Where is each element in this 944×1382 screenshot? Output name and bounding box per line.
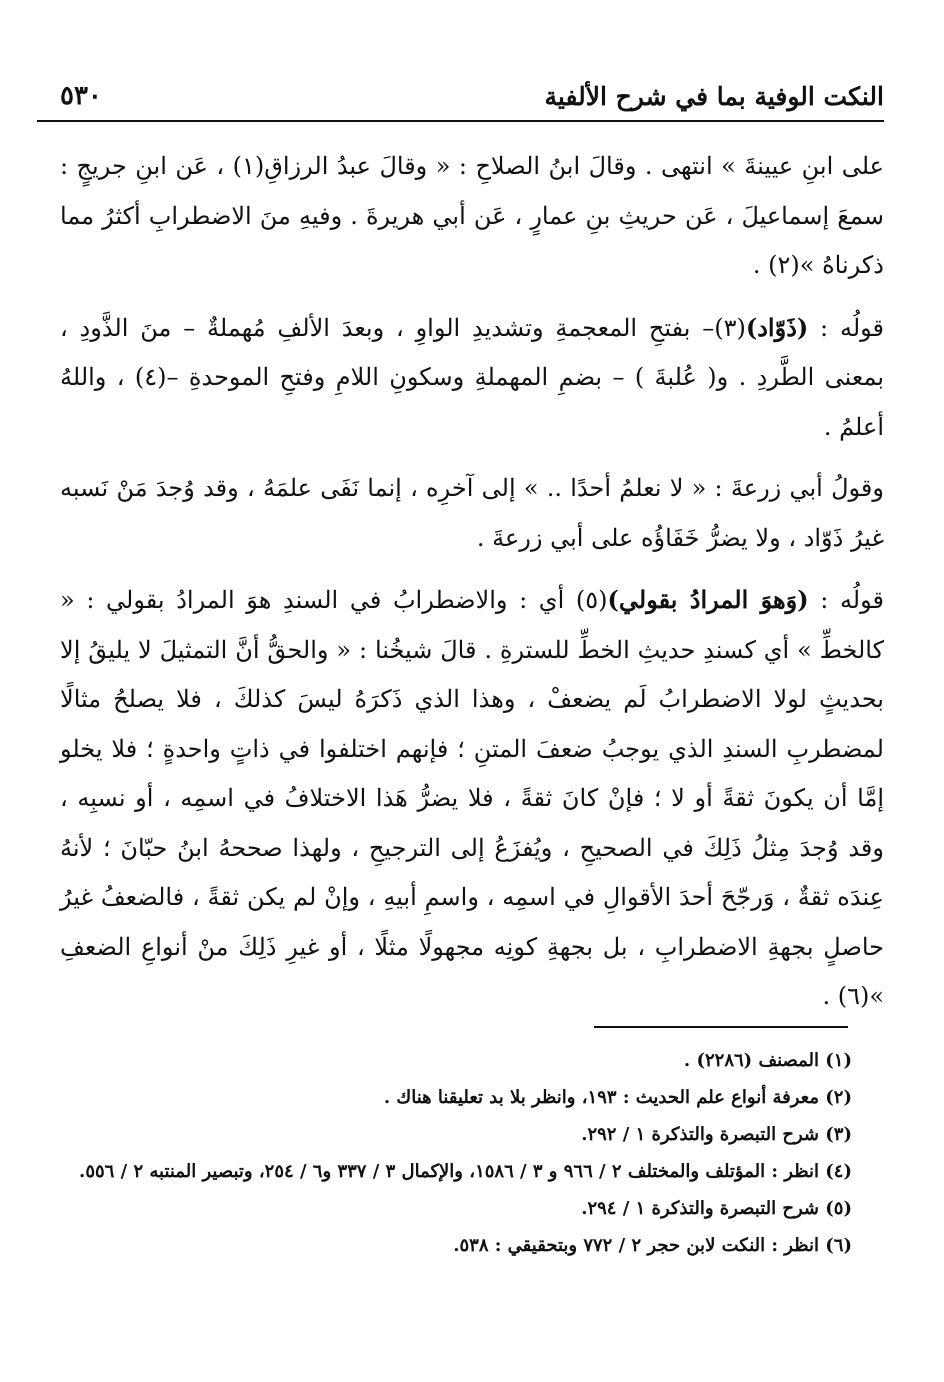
text-line: (٥) أي : والاضطرابُ في السندِ هوَ المرادُ بقولي :	[86, 586, 608, 614]
footnote-5: (٥) شرح التبصرة والتذكرة ١ / ٢٩٤.	[581, 1198, 852, 1219]
text-line: وقولُ أبي زرعةَ : « لا نعلمُ أحدًا .. » إلى آخرِه ، إنما نَفَى علمَهُ ، وقد وُجدَ مَنْ	[116, 474, 884, 502]
text-line: « كالخطِّ » أي كسندِ حديثِ الخطِّ للسترةِ . قالَ شيخُنا : « والحقُّ أنَّ التمثيلَ لا يليقُ إلا	[60, 586, 884, 664]
text-line: على ابنِ عيينةَ » انتهى . وقالَ ابنُ الصلاحِ : « وقالَ عبدُ الرزاقِ(١) ، عَن ابنِ جريجٍ :	[60, 152, 885, 180]
header-rule	[37, 120, 884, 122]
text-line: سمعَ إسماعيلَ ، عَن حريثِ بنِ عمارٍ ، عَن أبي هريرةَ . وفيهِ منَ الاضطرابِ أكثرُ مما	[60, 201, 884, 230]
footnote-3: (٣) شرح التبصرة والتذكرة ١ / ٢٩٢.	[581, 1124, 852, 1145]
text-line: ذكرناهُ »(٢) .	[752, 251, 884, 279]
footnote-4: (٤) انظر : المؤتلف والمختلف ٢ / ٩٦٦ و ٣ / ١٥٨٦، والإكمال ٣ / ٣٣٧ و٦ / ٢٥٤، وتبصير المنتبه ٢ / ٥٥٦.	[79, 1161, 852, 1182]
paragraph-4	[60, 575, 884, 1022]
text-line: واللهُ أعلمُ .	[60, 363, 884, 441]
text-line: بحديثٍ لولا الاضطرابُ لَم يضعفْ ، وهذا الذي ذَكرَهُ ليسَ كذلكَ ، فلا يصلحُ مثالًا	[60, 685, 884, 713]
text-line: وُجدَ مِثلُ ذَلِكَ في الصحيحِ ، ويُفزَعُ إلى الترجيحِ ، ولهذا صححهُ ابنُ حبّانَ ؛ لأنهُ عِندَه	[60, 833, 884, 911]
lead-text: قولُه :	[808, 313, 885, 342]
page-number: ٥٣٠	[60, 81, 102, 111]
main-text	[60, 142, 884, 1034]
text-line: إمَّا أن يكونَ ثقةً أو لا ؛ فإنْ كانَ ثقةً ، فلا يضرُّ هَذا الاختلافُ في اسمِه ، أو نسبِه ، وقد	[60, 784, 884, 862]
footnote-rule	[594, 1026, 848, 1028]
text-line: ثقةٌ ، وَرجّحَ أحدَ الأقوالِ في اسمِه ، واسمِ أبيهِ ، وإنْ لم يكن ثقةً ، فالضعفُ غيرُ حاصلٍ	[60, 883, 884, 961]
footnote-1: (١) المصنف (٢٢٨٦) .	[683, 1050, 852, 1071]
running-title: النكت الوفية بما في شرح الألفية	[544, 81, 884, 111]
footnote-2: (٢) معرفة أنواع علم الحديث : ١٩٣، وانظر بلا بد تعليقنا هناك .	[383, 1087, 852, 1108]
text-line: نَسبه غيرُ ذَوّاد ، ولا يضرُّ خَفَاؤُه على أبي زرعةَ .	[60, 474, 884, 552]
paragraph-1	[60, 142, 884, 291]
footnote-6: (٦) انظر : النكت لابن حجر ٢ / ٧٧٢ وبتحقيقي : ٥٣٨.	[453, 1235, 852, 1256]
page-header	[60, 74, 884, 118]
text-line: بجهةِ الاضطرابِ ، بل بجهةِ كونِه مجهولًا مثلًا ، أو غيرِ ذَلِكَ منْ أنواعِ الضعفِ »(٦) .	[60, 932, 884, 1010]
lead-text: قولُه :	[808, 586, 884, 614]
lemma-heading: (وَهوَ المرادُ بقولي)	[607, 585, 809, 614]
footnotes	[60, 1042, 852, 1264]
paragraph-2	[60, 303, 884, 453]
text-line: لمضطربِ السندِ الذي يوجبُ ضعفَ المتنِ ؛ فإنهم اختلفوا في ذاتٍ واحدةٍ ؛ فلا يخلو	[60, 734, 884, 763]
paragraph-3	[60, 464, 884, 563]
text-line: (٣)– بفتحِ المعجمةِ وتشديدِ الواوِ ، وبعدَ الألفِ مُهملةٌ – منَ	[140, 313, 746, 342]
lemma-heading: (ذَوّاد)	[745, 312, 809, 342]
text-line: الذَّودِ ، بمعنى الطَّردِ . و( عُلبةَ ) – بضمِ المهملةِ وسكونِ اللامِ وفتحِ الموحدةِ –(٤) ،	[60, 313, 884, 391]
